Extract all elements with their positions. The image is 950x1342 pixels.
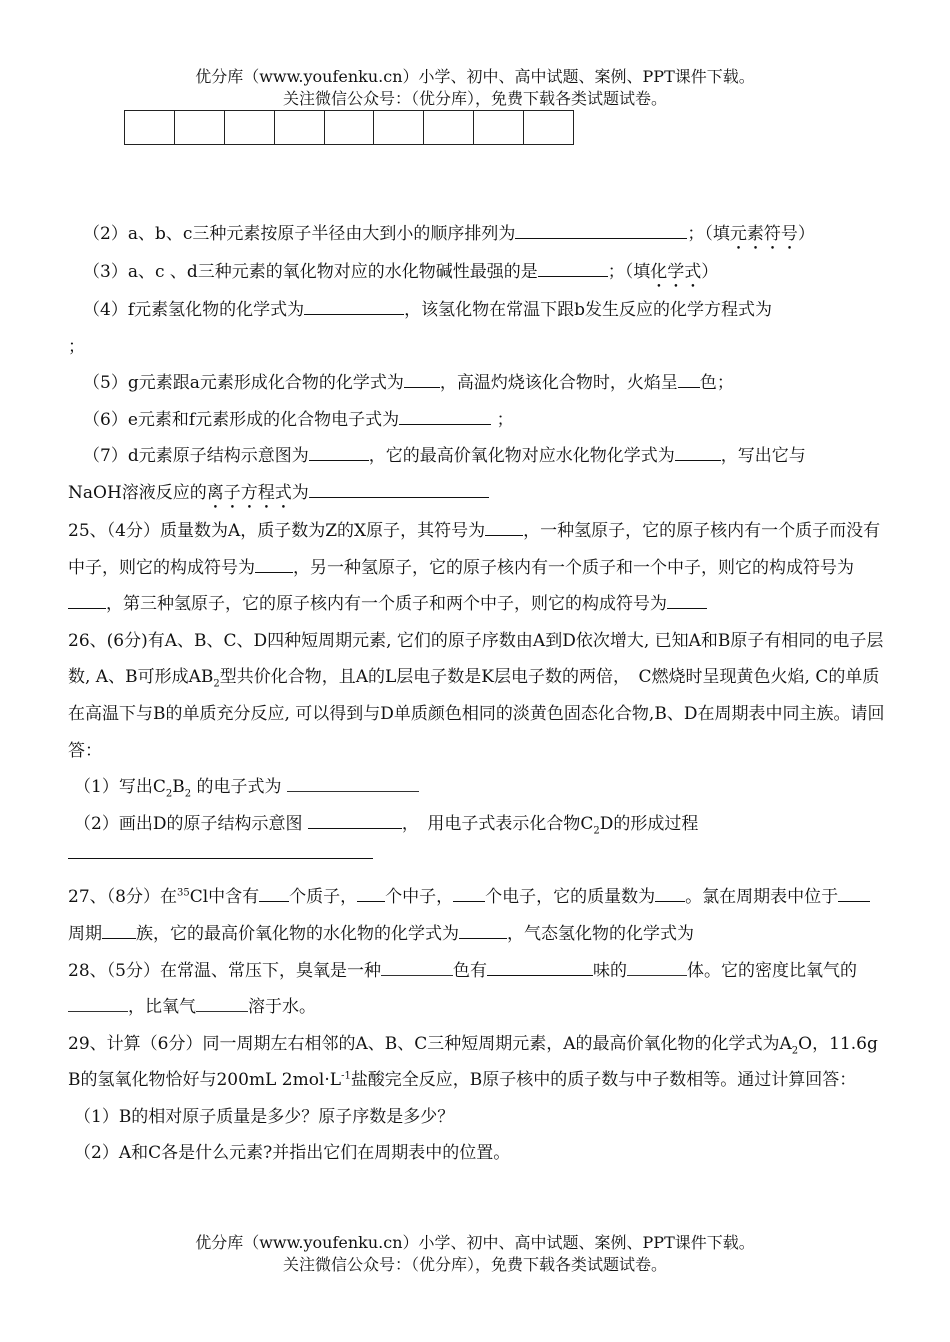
q29-part1: （1）B的相对原子质量是多少？原子序数是多少？ — [74, 1106, 455, 1127]
q24-part7: （7）d元素原子结构示意图为 ，它的最高价氧化物对应水化物化学式为 ，写出它与 — [68, 438, 886, 475]
answer-blank[interactable] — [655, 881, 685, 902]
answer-blank[interactable] — [399, 404, 491, 425]
q26-part2: （2）画出D的原子结构示意图 ， 用电子式表示化合物$C_2D$的形成过程 — [68, 806, 886, 843]
footer-line-1: 优分库（www.youfenku.cn）小学、初中、高中试题、案例、PPT课件下载。 — [195, 1233, 755, 1252]
score-cell — [125, 111, 175, 145]
answer-blank[interactable] — [667, 588, 707, 609]
q26-part1: （1）写出$C_2B_2$ 的电子式为 — [68, 769, 886, 806]
q24-part2: （2）a、b、c三种元素按原子半径由大到小的顺序排列为 ；（填元素符号） — [68, 216, 886, 254]
question-25: 25、（4分）质量数为A，质子数为Z的X原子，其符号为 ，一种氢原子，它的原子核内有一个质子而没有中子，则它的构成符号为 ，另一种氢原子，它的原子核内有一个质子和一个中子，则它的构成符号为，第三种氢原子，它的原子核内有一个质子和两个中子，则它的构成符号为 — [68, 513, 886, 623]
answer-blank[interactable] — [675, 440, 721, 461]
answer-blank[interactable] — [459, 918, 507, 939]
q24-part6: （6）e元素和f元素形成的化合物电子式为 ； — [68, 402, 886, 439]
score-cell — [474, 111, 524, 145]
question-26: 26、(6分)有A、B、C、D四种短周期元素, 它们的原子序数由A到D依次增大, 已知A和B原子有相同的电子层数, A、B可形成$AB_2$型共价化合物，且A的L层电子数是K层电子数的两倍， C燃烧时呈现黄色火焰, C的单质在高温下与B的单质充分反应, 可以得到与D单质颜色相同的淡黄色固态化合物,B、D在周期表中同主族。请回答： — [68, 630, 885, 761]
answer-blank[interactable] — [304, 294, 404, 315]
footer-line-2: 关注微信公众号：（优分库），免费下载各类试题试卷。 — [282, 1255, 667, 1274]
answer-blank[interactable] — [627, 955, 687, 976]
question-29: 29、计算（6分）同一周期左右相邻的A、B、C三种短周期元素，A的最高价氧化物的化学式为$A_2O$，11.6g B的氢氧化物恰好与200mL $2mol\cdot L^{-1}$盐酸完全反应，B原子核中的质子数与中子数相等。通过计算回答： — [68, 1033, 878, 1091]
answer-blank[interactable] — [357, 881, 385, 902]
answer-blank[interactable] — [68, 991, 128, 1012]
answer-blank[interactable] — [287, 771, 419, 792]
score-cell — [224, 111, 274, 145]
answer-line[interactable] — [68, 842, 373, 859]
answer-blank[interactable] — [308, 808, 402, 829]
page-footer — [0, 1232, 950, 1276]
answer-blank[interactable] — [515, 218, 687, 239]
answer-blank[interactable] — [485, 515, 523, 536]
score-cell — [374, 111, 424, 145]
q24-part4: （4）f元素氢化物的化学式为 ，该氢化物在常温下跟b发生反应的化学方程式为 — [68, 292, 886, 329]
q24-part3: （3）a、c 、d三种元素的氧化物对应的水化物碱性最强的是 ；（填化学式） — [68, 254, 886, 292]
q24-part4-end: ； — [68, 336, 85, 357]
score-cell — [324, 111, 374, 145]
q24-part7-cont: NaOH溶液反应的离子方程式为 — [68, 475, 886, 513]
question-27: 27、（8分）在$^{35}$Cl中含有 个质子， 个中子， 个电子，它的质量数为 。氯在周期表中位于周期 族，它的最高价氧化物的水化物的化学式为 ，气态氢化物的化学式为 — [68, 879, 886, 952]
q29-part2: （2）A和C各是什么元素?并指出它们在周期表中的位置。 — [74, 1143, 511, 1164]
score-cell — [174, 111, 224, 145]
answer-blank[interactable] — [196, 991, 248, 1012]
answer-blank[interactable] — [255, 552, 293, 573]
answer-blank[interactable] — [259, 881, 289, 902]
header-line-2: 关注微信公众号：（优分库），免费下载各类试题试卷。 — [282, 89, 667, 108]
score-cell — [524, 111, 574, 145]
exam-content — [68, 216, 886, 1172]
answer-blank[interactable] — [538, 256, 608, 277]
answer-blank[interactable] — [453, 881, 485, 902]
answer-blank[interactable] — [487, 955, 593, 976]
answer-blank[interactable] — [68, 588, 106, 609]
q24-part5: （5）g元素跟a元素形成化合物的化学式为 ，高温灼烧该化合物时，火焰呈 色； — [68, 365, 886, 402]
answer-blank[interactable] — [404, 367, 440, 388]
answer-blank[interactable] — [678, 367, 700, 388]
score-cell — [274, 111, 324, 145]
answer-blank[interactable] — [309, 440, 369, 461]
answer-blank[interactable] — [838, 881, 870, 902]
question-28: 28、（5分）在常温、常压下，臭氧是一种 色有 味的 体。它的密度比氧气的，比氧气 溶于水。 — [68, 953, 886, 1026]
answer-blank[interactable] — [381, 955, 453, 976]
header-line-1: 优分库（www.youfenku.cn）小学、初中、高中试题、案例、PPT课件下载。 — [195, 67, 755, 86]
page-header — [0, 66, 950, 110]
answer-blank[interactable] — [102, 918, 136, 939]
score-grid — [124, 110, 574, 145]
answer-blank[interactable] — [309, 477, 489, 498]
score-cell — [424, 111, 474, 145]
